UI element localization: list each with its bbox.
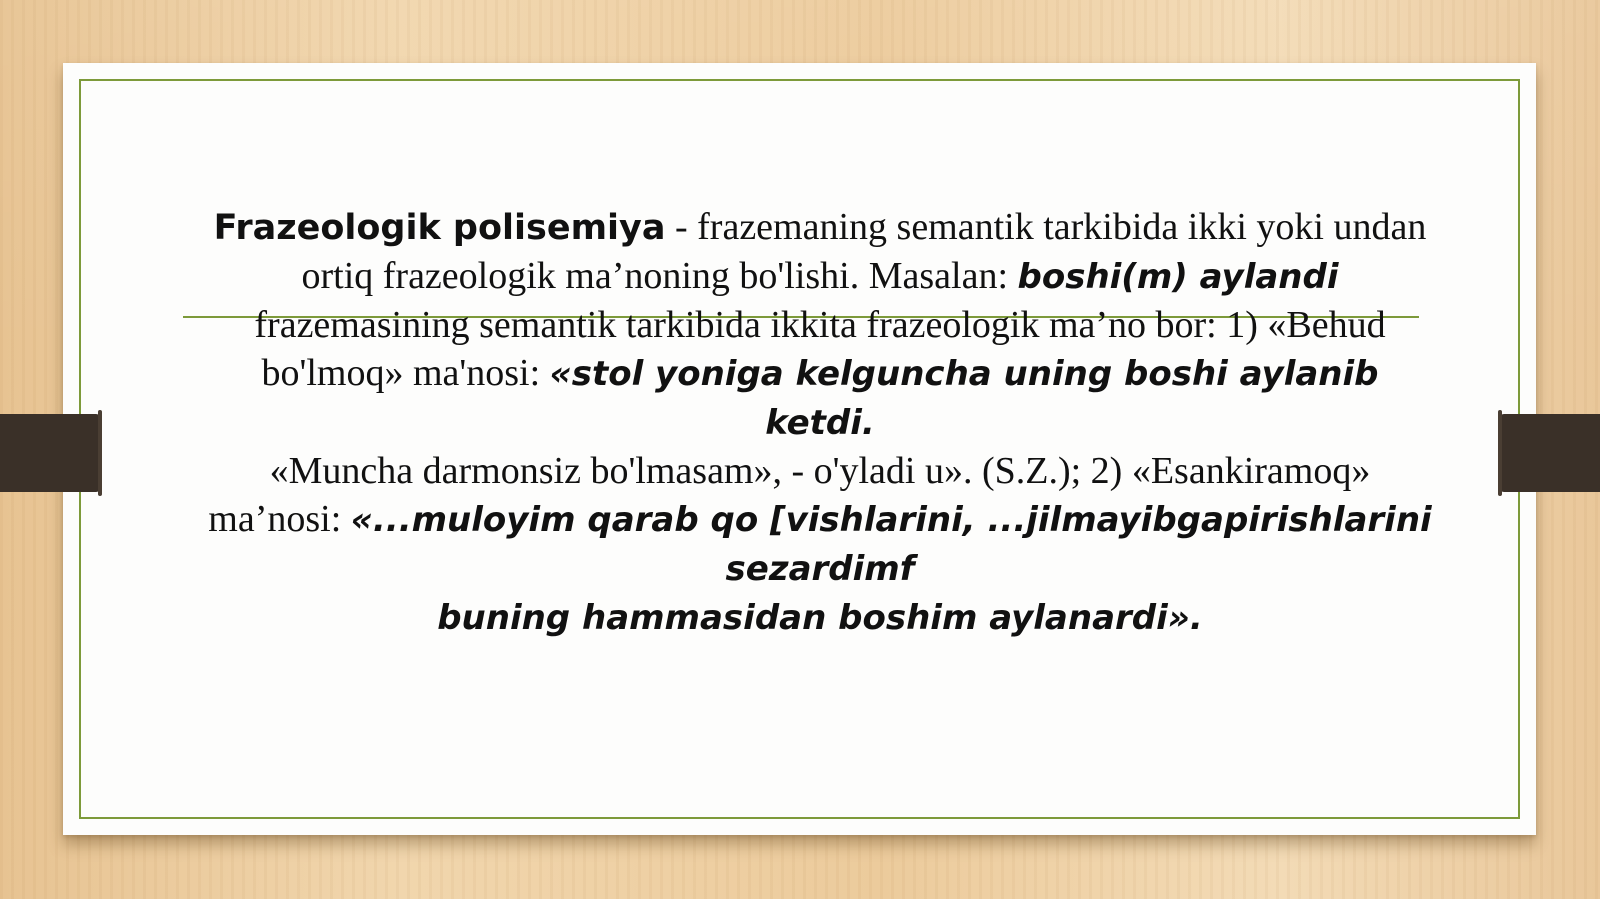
definition-part-1: - frazemaning semantik tarkibida ikki yoki undan ortiq frazeologik ma’noning bo'lishi. Masalan: [301, 206, 1427, 297]
example-quote-2b: buning hammasidan boshim aylanardi». [437, 598, 1203, 638]
example-quote-1: «stol yoniga kelguncha uning boshi aylanib ketdi. [549, 354, 1379, 443]
example-phrase: boshi(m) aylandi [1017, 257, 1339, 297]
definition-part-2: frazemasining semantik tarkibida ikkita frazeologik ma’no bor: 1) «Behud bo'lmoq» ma'nosi: [254, 304, 1386, 394]
slide-body-text [205, 203, 1435, 642]
left-tab-decoration [0, 414, 100, 492]
term-heading: Frazeologik polisemiya [213, 208, 666, 248]
quote-continuation: «Muncha darmonsiz bo'lmasam», - o'yladi u». (S.Z.); 2) «Esankiramoq» ma’nosi: [208, 450, 1371, 540]
example-quote-2a: «...muloyim qarab qo [vishlarini, ...jilmayibgapirishlarini sezardimf [350, 500, 1432, 589]
right-tab-decoration [1500, 414, 1600, 492]
